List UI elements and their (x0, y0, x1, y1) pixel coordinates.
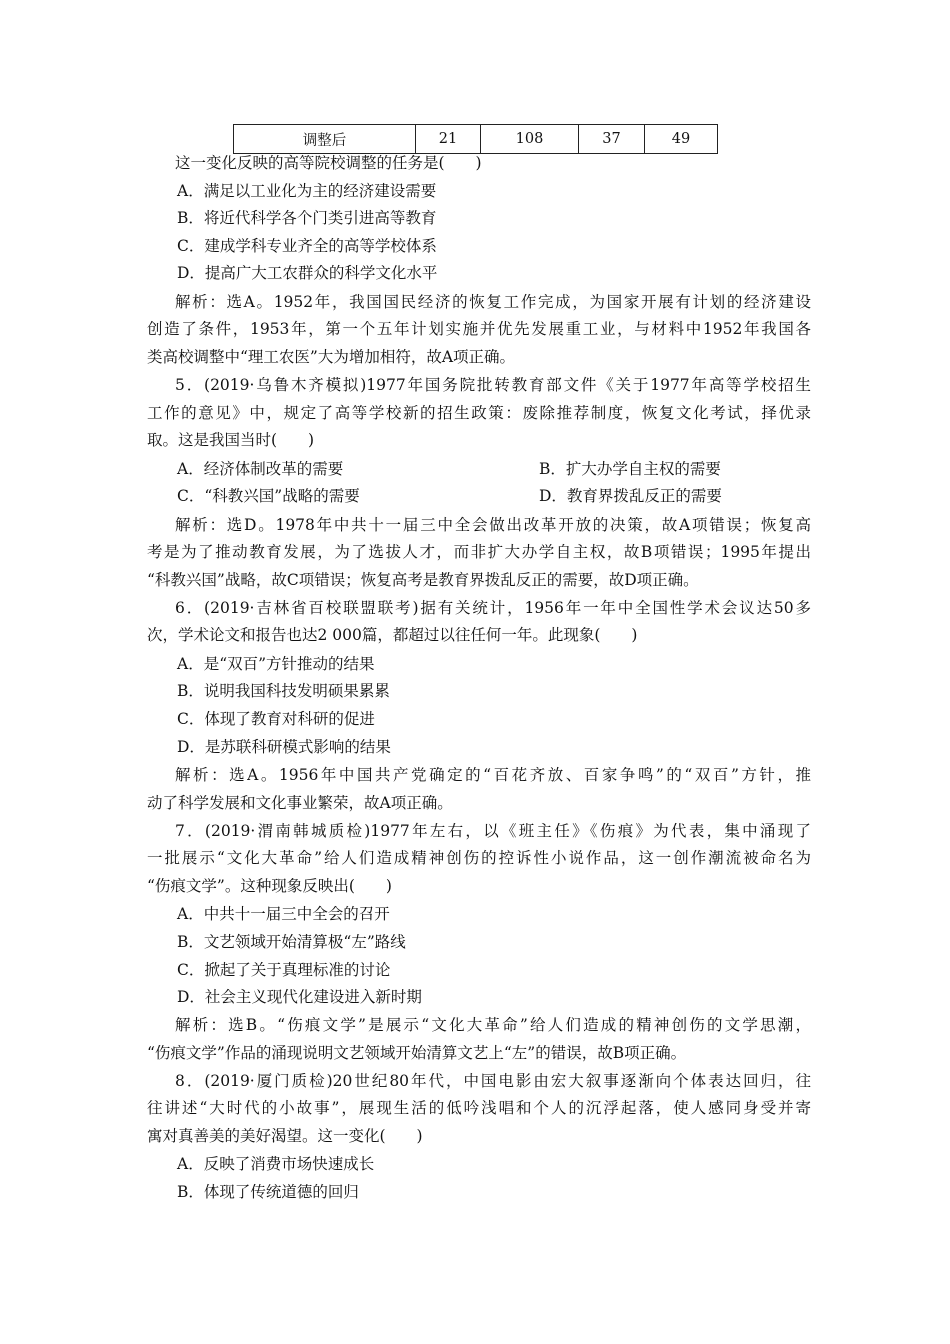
question-stem: 6．(2019·吉林省百校联盟联考)据有关统计，1956年一年中全国性学术会议达50多 (175, 599, 811, 617)
table-cell: 37 (579, 125, 645, 154)
data-table (233, 124, 718, 154)
question-stem: 7．(2019·渭南韩城质检)1977年左右，以《班主任》《伤痕》为代表，集中涌现了 (175, 822, 811, 840)
question-stem: 寓对真善美的美好渴望。这一变化( ) (147, 1127, 423, 1145)
table-cell: 108 (481, 125, 579, 154)
analysis-line: 考是为了推动教育发展，为了选拔人才，而非扩大办学自主权，故B项错误；1995年提出 (147, 543, 811, 561)
table-cell: 49 (645, 125, 718, 154)
analysis-line: 解析：选A。1956年中国共产党确定的“百花齐放、百家争鸣”的“双百”方针，推 (175, 766, 811, 784)
option-a: A．满足以工业化为主的经济建设需要 (177, 182, 437, 200)
analysis-line: 解析：选B。“伤痕文学”是展示“文化大革命”给人们造成的精神创伤的文学思潮， (175, 1016, 811, 1034)
option-c: C．体现了教育对科研的促进 (177, 710, 375, 728)
table-cell-label: 调整后 (234, 125, 416, 154)
analysis-line: 动了科学发展和文化事业繁荣，故A项正确。 (147, 794, 453, 812)
option-b: B．说明我国科技发明硕果累累 (177, 682, 390, 700)
option-d: D．提高广大工农群众的科学文化水平 (177, 264, 438, 282)
option-c: C．“科教兴国”战略的需要 (177, 487, 360, 505)
option-a: A．中共十一届三中全会的召开 (177, 905, 390, 923)
table-row (234, 125, 718, 154)
option-a: A．是“双百”方针推动的结果 (177, 655, 375, 673)
question-stem: 取。这是我国当时( ) (147, 431, 315, 449)
option-a: A．反映了消费市场快速成长 (177, 1155, 375, 1173)
option-d: D．教育界拨乱反正的需要 (539, 487, 722, 505)
option-a: A．经济体制改革的需要 (177, 460, 344, 478)
question-stem: “伤痕文学”。这种现象反映出( ) (147, 877, 392, 895)
analysis-line: 解析：选A。1952年，我国国民经济的恢复工作完成，为国家开展有计划的经济建设 (175, 293, 811, 311)
table-cell: 21 (416, 125, 481, 154)
question-stem: 8．(2019·厦门质检)20世纪80年代，中国电影由宏大叙事逐渐向个体表达回归，往 (175, 1072, 811, 1090)
analysis-line: 类高校调整中“理工农医”大为增加相符，故A项正确。 (147, 348, 516, 366)
option-b: B．文艺领域开始清算极“左”路线 (177, 933, 406, 951)
question-stem: 这一变化反映的高等院校调整的任务是( ) (175, 154, 482, 172)
option-b: B．体现了传统道德的回归 (177, 1183, 359, 1201)
option-c: C．建成学科专业齐全的高等学校体系 (177, 237, 437, 255)
question-stem: 往讲述“大时代的小故事”，展现生活的低吟浅唱和个人的沉浮起落，使人感同身受并寄 (147, 1099, 811, 1117)
analysis-line: “科教兴国”战略，故C项错误；恢复高考是教育界拨乱反正的需要，故D项正确。 (147, 571, 699, 589)
question-stem: 次，学术论文和报告也达2 000篇，都超过以往任何一年。此现象( ) (147, 626, 638, 644)
analysis-line: 创造了条件，1953年，第一个五年计划实施并优先发展重工业，与材料中1952年我国各 (147, 320, 811, 338)
question-stem: 一批展示“文化大革命”给人们造成精神创伤的控诉性小说作品，这一创作潮流被命名为 (147, 849, 811, 867)
option-d: D．社会主义现代化建设进入新时期 (177, 988, 422, 1006)
option-b: B．将近代科学各个门类引进高等教育 (177, 209, 437, 227)
question-stem: 5．(2019·乌鲁木齐模拟)1977年国务院批转教育部文件《关于1977年高等学校招生 (175, 376, 811, 394)
analysis-line: “伤痕文学”作品的涌现说明文艺领域开始清算文艺上“左”的错误，故B项正确。 (147, 1044, 687, 1062)
option-c: C．掀起了关于真理标准的讨论 (177, 961, 391, 979)
question-stem: 工作的意见》中，规定了高等学校新的招生政策：废除推荐制度，恢复文化考试，择优录 (147, 404, 811, 422)
option-b: B．扩大办学自主权的需要 (539, 460, 721, 478)
analysis-line: 解析：选D。1978年中共十一届三中全会做出改革开放的决策，故A项错误；恢复高 (175, 516, 811, 534)
option-d: D．是苏联科研模式影响的结果 (177, 738, 391, 756)
